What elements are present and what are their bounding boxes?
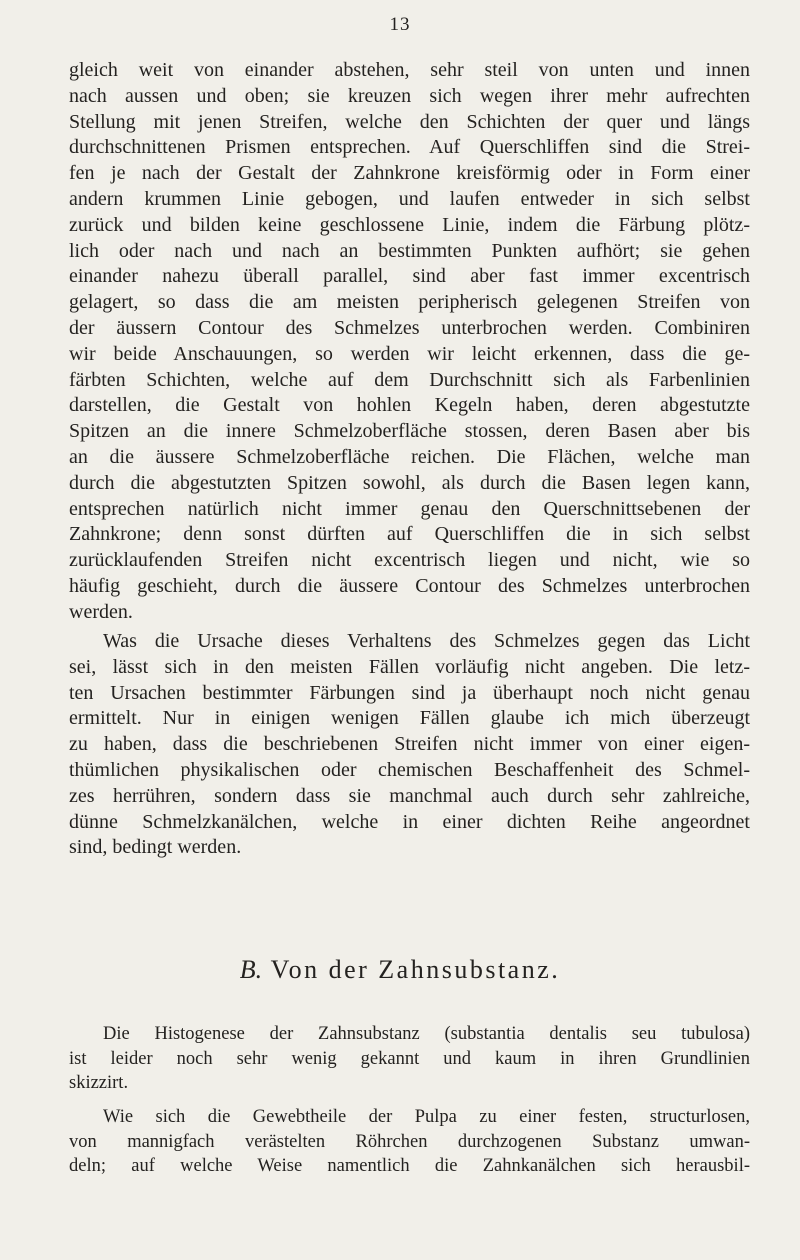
text-line: ist leider noch sehr wenig gekannt und kaum in ihren Grundlinien — [69, 1048, 750, 1069]
text-line: andern krummen Linie gebogen, und laufen entweder in sich selbst — [69, 187, 750, 210]
text-line: zes herrühren, sondern dass sie manchmal auch durch sehr zahlreiche, — [69, 784, 750, 807]
text-line: zurück und bilden keine geschlossene Linie, indem die Färbung plötz- — [69, 213, 750, 236]
text-line: sei, lässt sich in den meisten Fällen vorläufig nicht angeben. Die letz- — [69, 655, 750, 678]
section-heading — [0, 955, 800, 985]
paragraph-cause-of-stripes — [69, 629, 750, 861]
text-line: Was die Ursache dieses Verhaltens des Schmelzes gegen das Licht — [103, 630, 750, 652]
text-line: häufig geschieht, durch die äussere Contour des Schmelzes unterbrochen — [69, 574, 750, 597]
text-line: an die äussere Schmelzoberfläche reichen. Die Flächen, welche man — [69, 445, 750, 468]
text-line: Spitzen an die innere Schmelzoberfläche stossen, deren Basen aber bis — [69, 420, 750, 443]
text-line: Zahnkrone; denn sonst dürften auf Querschliffen die in sich selbst — [69, 523, 750, 546]
text-line: einander nahezu überall parallel, sind aber fast immer excentrisch — [69, 265, 750, 288]
paragraph-enamel-stripes — [69, 58, 750, 626]
text-line: ten Ursachen bestimmter Färbungen sind ja überhaupt noch nicht genau — [69, 681, 750, 704]
text-line: durchschnittenen Prismen entsprechen. Auf Querschliffen sind die Strei- — [69, 136, 750, 159]
text-line: skizzirt. — [69, 1073, 129, 1093]
text-line: nach aussen und oben; sie kreuzen sich wegen ihrer mehr aufrechten — [69, 84, 750, 107]
text-line: durch die abgestutzten Spitzen sowohl, als durch die Basen legen kann, — [69, 471, 750, 494]
section-letter: B. — [239, 955, 263, 984]
text-line: färbten Schichten, welche auf dem Durchschnitt sich als Farbenlinien — [69, 368, 750, 391]
text-line: dünne Schmelzkanälchen, welche in einer dichten Reihe angeordnet — [69, 810, 750, 833]
text-line: Stellung mit jenen Streifen, welche den Schichten der quer und längs — [69, 110, 750, 133]
text-line: deln; auf welche Weise namentlich die Zahnkanälchen sich herausbil- — [69, 1156, 750, 1176]
text-line: werden. — [69, 600, 133, 623]
text-line: fen je nach der Gestalt der Zahnkrone kreisförmig oder in Form einer — [69, 162, 750, 185]
section-title: Von der Zahnsubstanz. — [270, 955, 561, 984]
text-line: sind, bedingt werden. — [69, 836, 242, 859]
text-line: thümlichen physikalischen oder chemischen Beschaffenheit des Schmel- — [69, 758, 750, 781]
text-line: ermittelt. Nur in einigen wenigen Fällen glaube ich mich überzeugt — [69, 707, 750, 730]
paragraph-pulpa — [69, 1105, 750, 1179]
text-line: der äussern Contour des Schmelzes unterbrochen werden. Combiniren — [69, 316, 750, 339]
paragraph-histogenesis — [69, 1022, 750, 1096]
text-line: gleich weit von einander abstehen, sehr steil von unten und innen — [69, 59, 750, 81]
text-line: Die Histogenese der Zahnsubstanz (substantia dentalis seu tubulosa) — [103, 1024, 750, 1044]
text-line: darstellen, die Gestalt von hohlen Kegeln haben, deren abgestutzte — [69, 394, 750, 417]
text-line: zurücklaufenden Streifen nicht excentrisch liegen und nicht, wie so — [69, 549, 750, 572]
page-number: 13 — [389, 14, 411, 35]
text-line: Wie sich die Gewebtheile der Pulpa zu einer festen, structurlosen, — [103, 1107, 750, 1127]
text-line: gelagert, so dass die am meisten peripherisch gelegenen Streifen von — [69, 291, 750, 314]
text-line: zu haben, dass die beschriebenen Streifen nicht immer von einer eigen- — [69, 733, 750, 756]
text-line: lich oder nach und nach an bestimmten Punkten aufhört; sie gehen — [69, 239, 750, 262]
text-line: wir beide Anschauungen, so werden wir leicht erkennen, dass die ge- — [69, 342, 750, 365]
text-line: entsprechen natürlich nicht immer genau den Querschnittsebenen der — [69, 497, 750, 520]
text-line: von mannigfach verästelten Röhrchen durchzogenen Substanz umwan- — [69, 1131, 750, 1152]
